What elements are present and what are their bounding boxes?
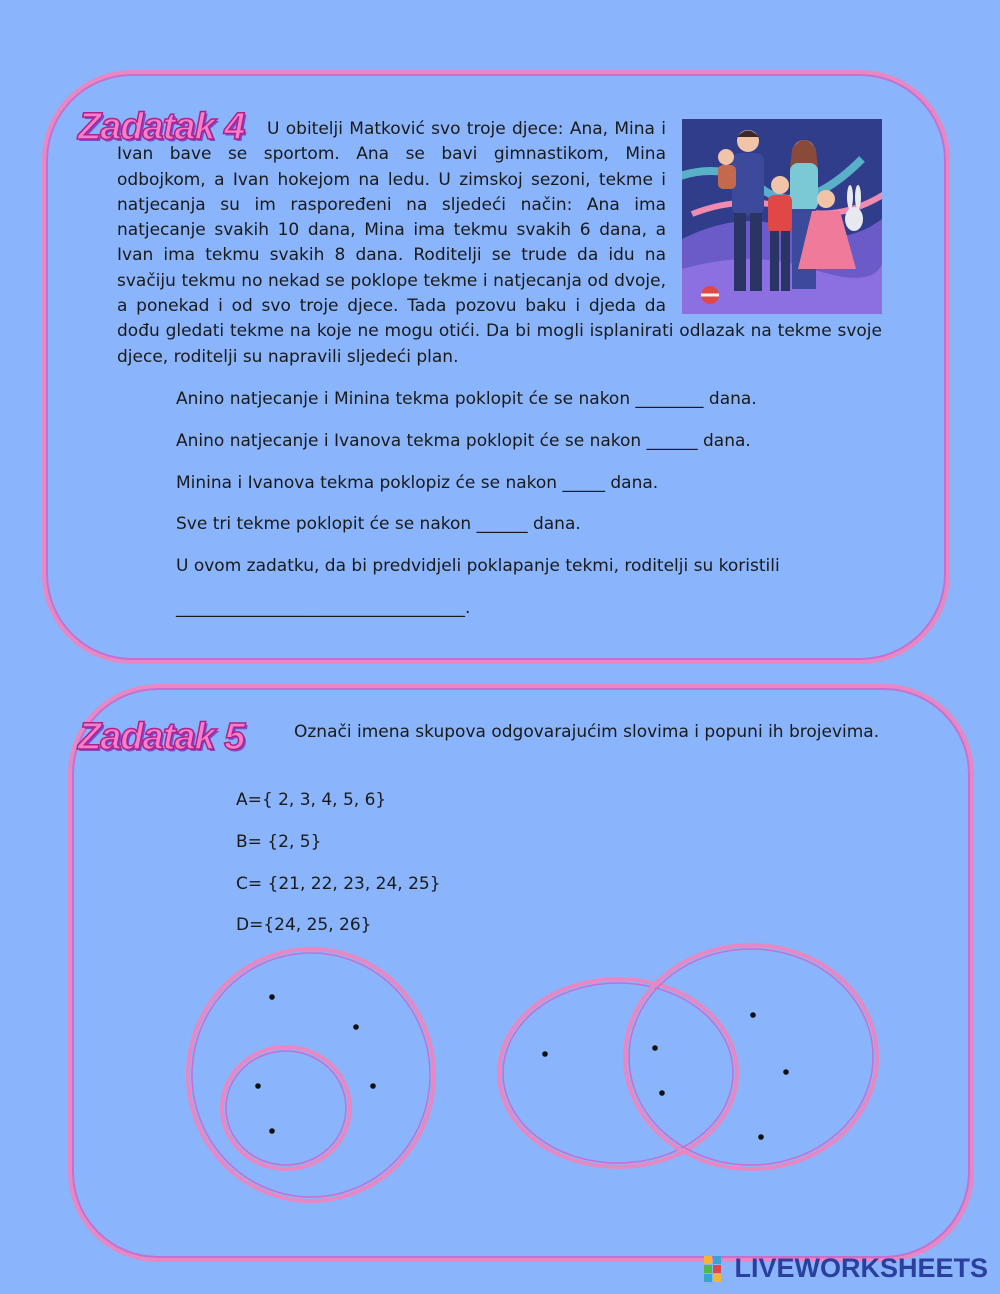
question-ana-ivan: Anino natjecanje i Ivanova tekma poklopit će se nakon ______ dana. [176,431,751,451]
task4-heading: Zadatak 4 [78,106,245,148]
liveworksheets-logo [704,1253,988,1284]
question-all-three: Sve tri tekme poklopit će se nakon ______ dana. [176,514,581,534]
task4-text: U obitelji Matković svo troje djece: Ana, Mina i Ivan bave se sportom. Ana se bavi gimnastikom, Mina odbojkom, a Ivan hokejom na ledu. U zimskoj sezoni, tekme i natjecanja su im raspoređeni na sljedeći način: Ana ima natjecanje svakih 10 dana, Mina ima tekmu svakih 6 dana, a Ivan ima tekmu svakih 8 dana. Roditelji se trude da idu na svačiju tekmu no nekad se poklope tekme i natjecanja od dvoje, a ponekad i od svo troje djece. Tada pozovu baku i djeda da dođu gledati tekme na koje ne mogu otići. Da bi mogli isplanirati odlazak na tekme svoje djece, roditelji su napravili sljedeći plan. [117,119,882,367]
liveworksheets-icon [704,1256,730,1282]
answer-blank-method: __________________________________. [176,598,471,618]
question-ana-mina: Anino natjecanje i Minina tekma poklopit će se nakon ________ dana. [176,389,757,409]
task5-heading: Zadatak 5 [78,716,245,758]
question-mina-ivan: Minina i Ivanova tekma poklopiz će se nakon _____ dana. [176,473,659,493]
task5-panel [68,684,974,1262]
brand-text: LIVEWORKSHEETS [734,1253,988,1283]
set-c: C= {21, 22, 23, 24, 25} [236,874,441,894]
set-d: D={24, 25, 26} [236,915,372,935]
task5-paragraph: Označi imena skupova odgovarajućim slovima i popuni ih brojevima. [294,722,880,742]
set-b: B= {2, 5} [236,832,322,852]
family-illustration [682,119,882,314]
question-method: U ovom zadatku, da bi predvidjeli poklapanje tekmi, roditelji su koristili [176,556,780,576]
task4-paragraph [117,117,882,370]
set-a: A={ 2, 3, 4, 5, 6} [236,790,387,810]
